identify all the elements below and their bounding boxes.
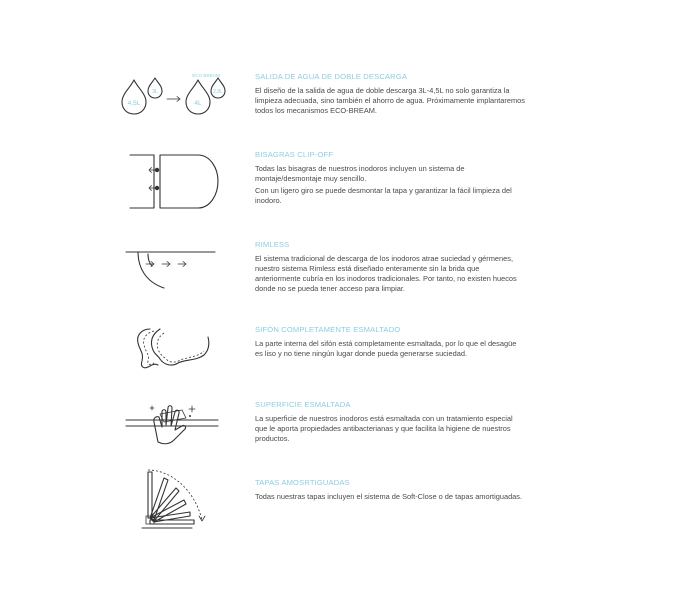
feature-description: Todas las bisagras de nuestros inodoros incluyen un sistema de montaje/desmontaje muy sencillo. [255,164,465,183]
feature-text [255,400,525,446]
feature-description: La parte interna del sifón está completamente esmaltada, por lo que el desagüe es liso y no tiene ningún lugar donde pueda generarse suciedad. [255,339,517,358]
feature-title: BISAGRAS CLIP-OFF [255,150,334,159]
feature-description: Todas nuestras tapas incluyen el sistema de Soft-Close o de tapas amortiguadas. [255,492,523,501]
feature-description: El diseño de la salida de agua de doble descarga 3L-4,5L no solo garantiza la limpieza adecuada, sino también el ahorro de agua. Próximamente implantaremos todos los mecanismos ECO-BREAM. [255,86,525,115]
feature-text [255,325,525,361]
drop-label-3l: 3L [151,89,159,95]
drop-label-4l: 4L [194,100,202,107]
feature-title: RIMLESS [255,240,290,249]
feature-title: TAPAS AMOSRTIGUADAS [255,478,350,487]
drop-label-4-5l: 4,5L [127,100,141,107]
feature-title: SALIDA DE AGUA DE DOBLE DESCARGA [255,72,408,81]
glazed-surface-hand-icon [120,400,240,470]
glazed-siphon-icon [120,325,240,395]
feature-description: La superficie de nuestros inodoros está esmaltada con un tratamiento especial que le aporta propiedades antibacterianas y que facilita la higiene de nuestros productos. [255,414,513,443]
eco-bream-label: ECO BREAM [192,73,220,78]
feature-text [255,150,525,208]
feature-description: El sistema tradicional de descarga de los inodoros atrae suciedad y gérmenes, nuestro sistema Rimless está diseñado enteramente sin la brida que anteriormente cubría en los inodoros tradicionales. Por tanto, no existen huecos donde no se pueda tener acceso para limpiar. [255,254,517,293]
feature-title: SIFÓN COMPLETAMENTE ESMALTADO [255,325,401,334]
feature-description-2: Con un ligero giro se puede desmontar la tapa y garantizar la fácil limpieza del inodoro. [255,186,512,205]
soft-close-lid-icon [120,478,240,548]
dual-flush-drops-icon [120,72,240,142]
feature-text [255,72,525,118]
drop-label-2-8l: 2,8L [213,89,223,95]
feature-text [255,240,525,296]
feature-text [255,478,525,504]
clip-off-hinge-icon [120,150,240,220]
rimless-bowl-icon [120,240,240,310]
feature-title: SUPERFICIE ESMALTADA [255,400,351,409]
